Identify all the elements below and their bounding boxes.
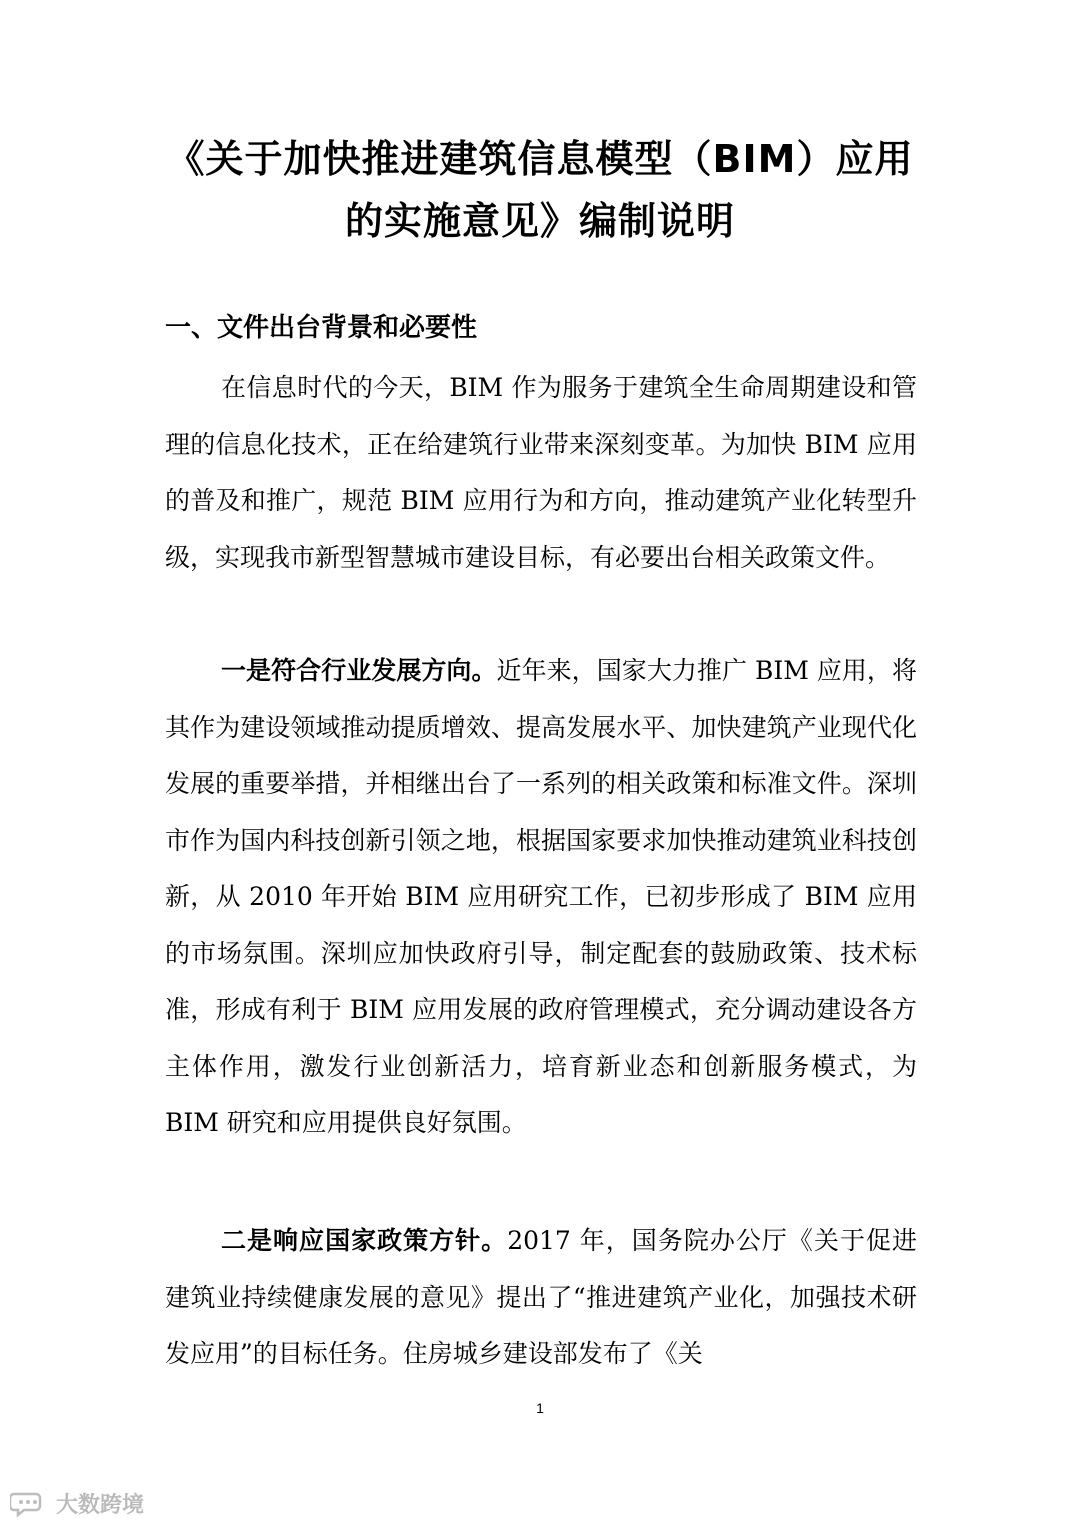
paragraph-body: 近年来，国家大力推广 BIM 应用，将其作为建设领域推动提质增效、提高发展水平、加快建筑产业现代化发展的重要举措，并相继出台了一系列的相关政策和标准文件。深圳市作为国内科技创新引领之地，根据国家要求加快推动建筑业科技创新，从 2010 年开始 BIM 应用研究工作，已初步形成了 BIM 应用的市场氛围。深圳应加快政府引导，制定配套的鼓励政策、技术标准，形成有利于 BIM 应用发展的政府管理模式，充分调动建设各方主体作用，激发行业创新活力，培育新业态和创新服务模式，为 BIM 研究和应用提供良好氛围。 [165, 656, 917, 1137]
body-paragraph: 在信息时代的今天，BIM 作为服务于建筑全生命周期建设和管理的信息化技术，正在给建筑行业带来深刻变革。为加快 BIM 应用的普及和推广，规范 BIM 应用行为和方向，推动建筑产业化转型升级，实现我市新型智慧城市建设目标，有必要出台相关政策文件。 [165, 373, 917, 572]
chat-bubble-logo-icon [10, 1490, 50, 1518]
title-line-1: 《关于加快推进建筑信息模型（BIM）应用 [166, 137, 914, 181]
page-number: 1 [536, 1400, 544, 1416]
watermark [10, 1488, 144, 1519]
paragraph-body: 2017 年，国务院办公厅《关于促进建筑业持续健康发展的意见》提出了“推进建筑产业化，加强技术研发应用”的目标任务。住房城乡建设部发布了《关 [165, 1226, 917, 1368]
paragraph-lead: 二是响应国家政策方针。 [221, 1226, 508, 1255]
body-paragraph [165, 643, 917, 1152]
paragraph-lead: 一是符合行业发展方向。 [221, 656, 497, 685]
document-title [130, 128, 950, 252]
watermark-text: 大数跨境 [56, 1493, 145, 1518]
title-line-2: 的实施意见》编制说明 [344, 199, 735, 243]
section-heading: 一、文件出台背景和必要性 [165, 313, 478, 343]
body-paragraph [165, 1213, 917, 1383]
